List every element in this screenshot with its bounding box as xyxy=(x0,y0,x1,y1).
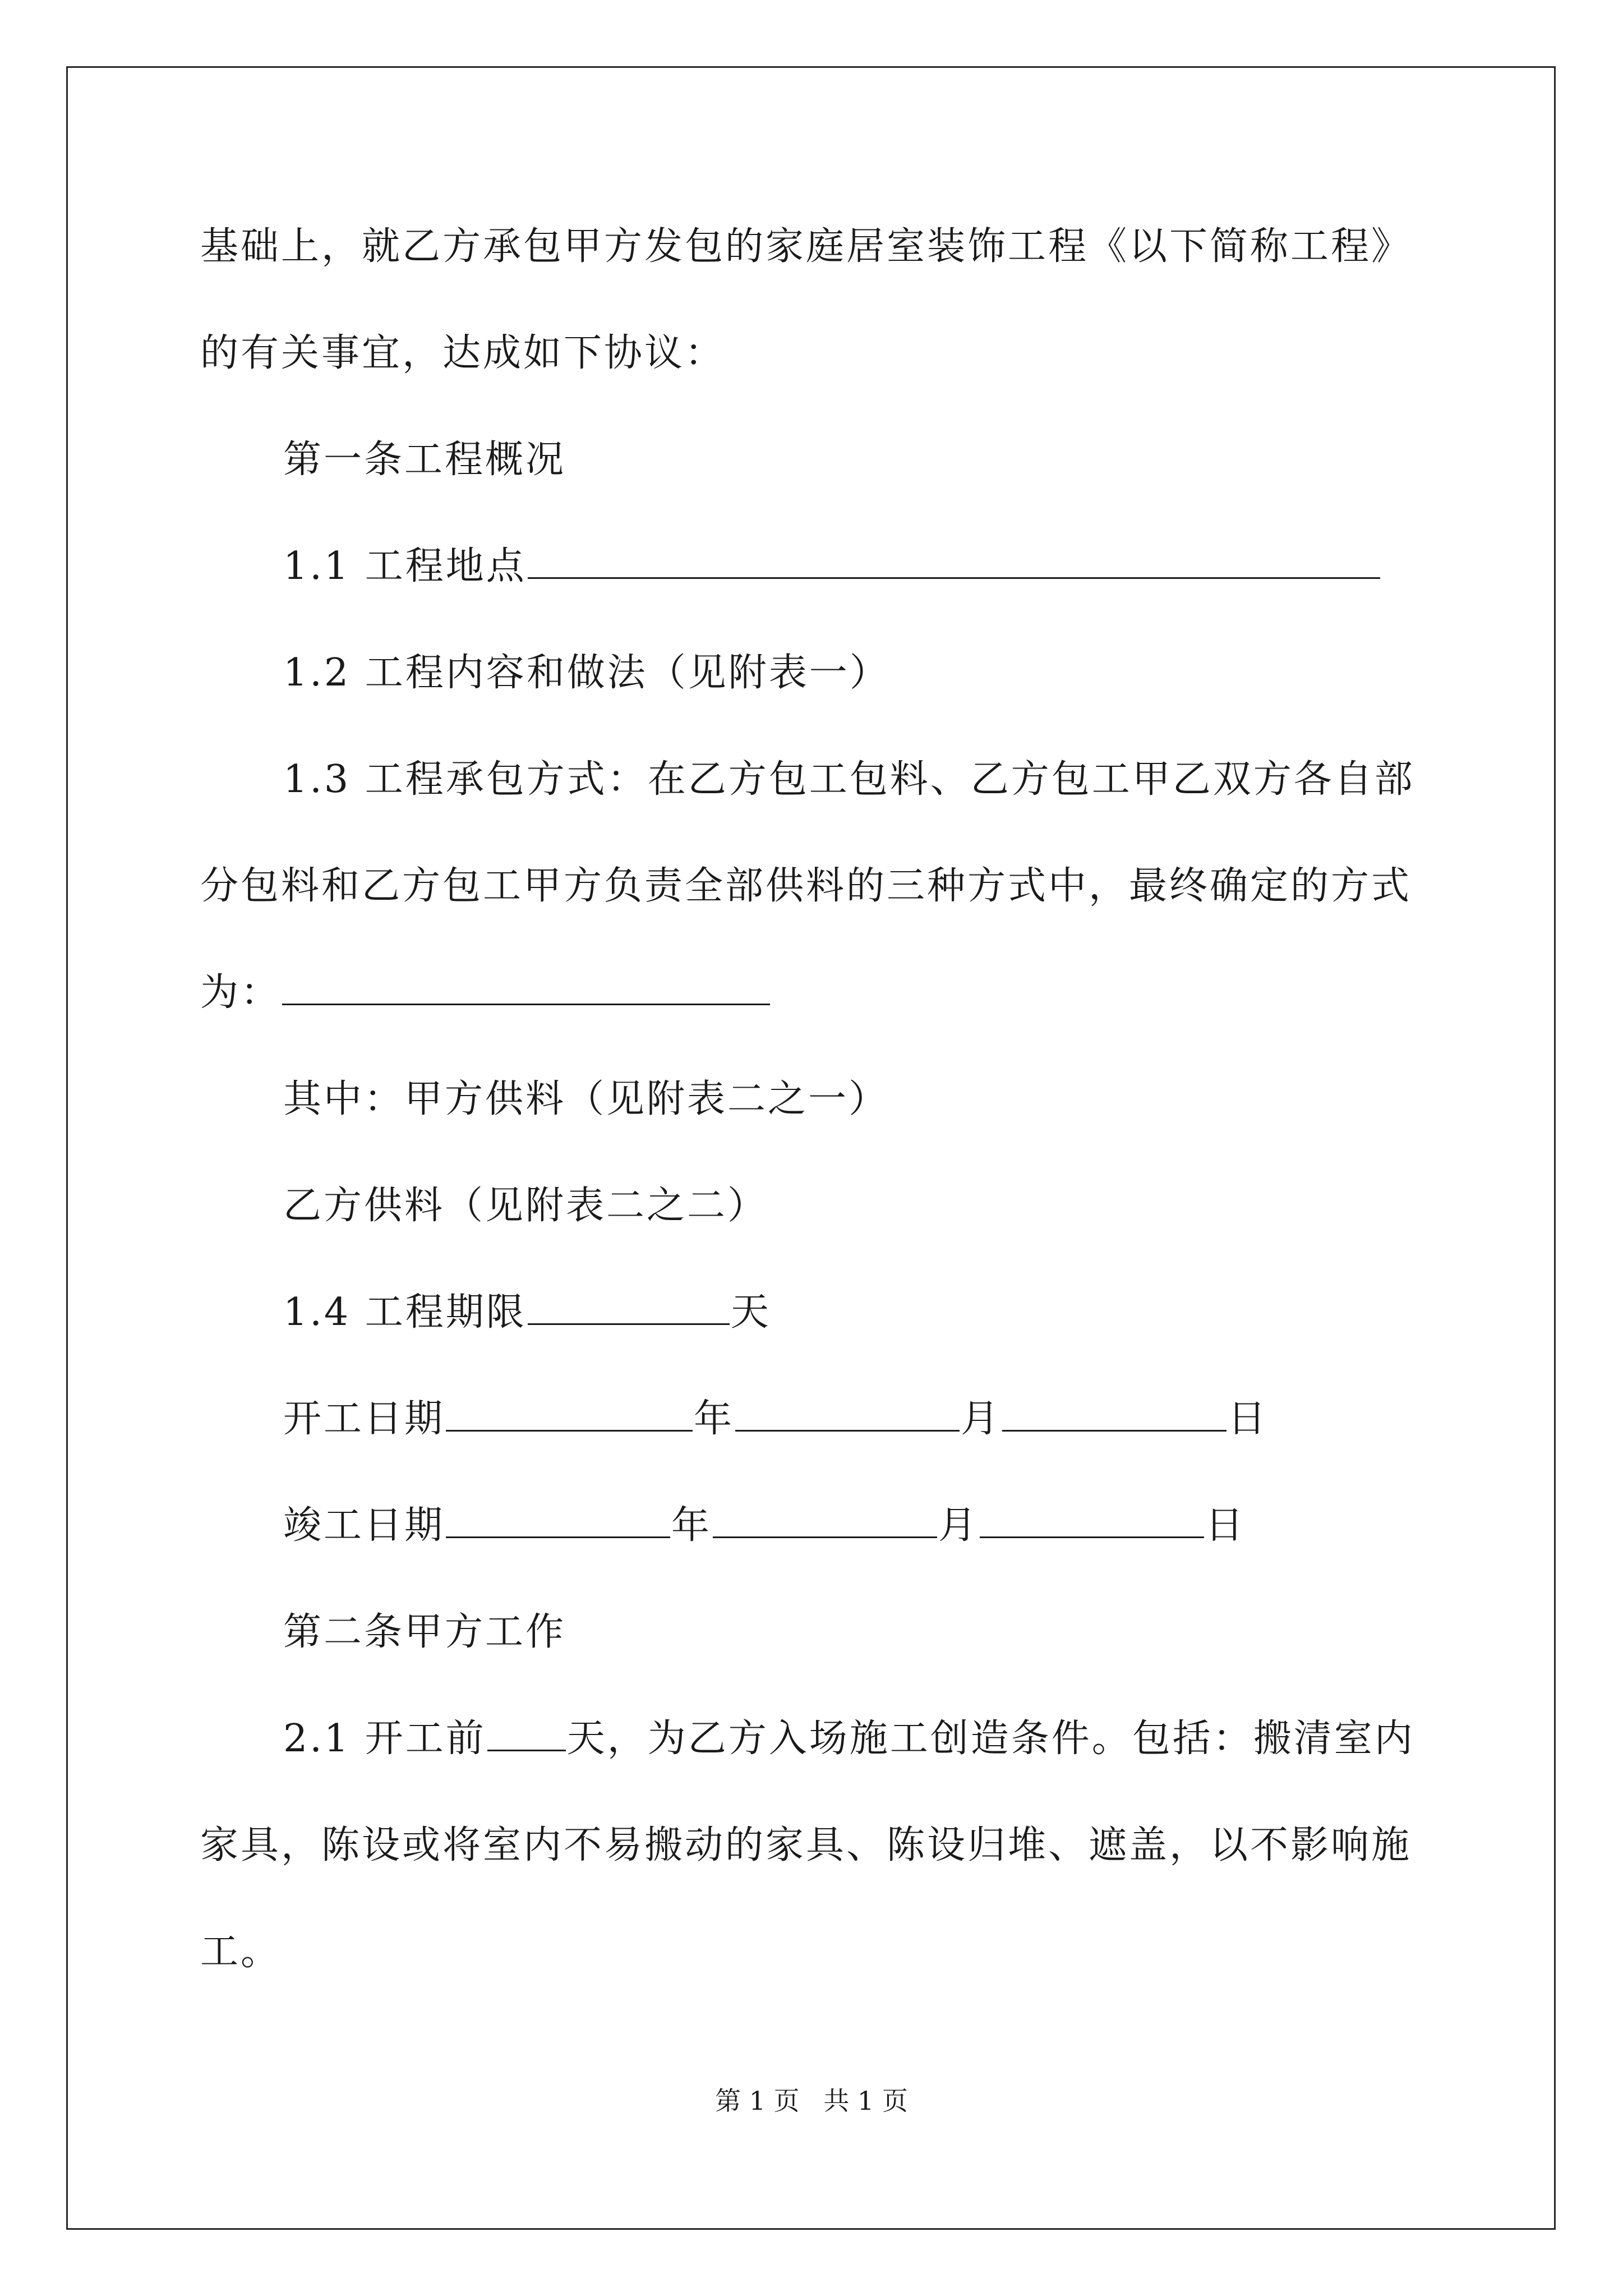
unit-label: 月 xyxy=(961,1397,1002,1441)
paragraph-line xyxy=(283,1501,1246,1551)
paragraph-line xyxy=(200,968,771,1018)
unit-label: 年 xyxy=(694,1397,735,1441)
paragraph-line: 基础上，就乙方承包甲方发包的家庭居室装饰工程《以下简称工程》 xyxy=(200,224,1412,269)
fill-in-blank[interactable] xyxy=(446,1503,670,1538)
fill-in-blank[interactable] xyxy=(980,1503,1204,1538)
unit-label: 月 xyxy=(938,1503,979,1548)
paragraph-line: 其中：甲方供料（见附表二之一） xyxy=(283,1077,889,1121)
field-label: 2.1 开工前 xyxy=(283,1717,486,1761)
paragraph-line: 1.2 工程内容和做法（见附表一） xyxy=(283,651,890,695)
field-label: 为： xyxy=(200,970,282,1015)
field-label: 1.1 工程地点 xyxy=(283,544,527,588)
page-border xyxy=(66,66,1556,2230)
paragraph-line: 1.3 工程承包方式：在乙方包工包料、乙方包工甲乙双方各自部 xyxy=(283,757,1415,802)
paragraph-line: 乙方供料（见附表二之二） xyxy=(283,1184,768,1228)
paragraph-line xyxy=(283,1287,771,1338)
fill-in-blank[interactable] xyxy=(735,1396,960,1432)
fill-in-blank[interactable] xyxy=(713,1503,937,1538)
unit-label: 天 xyxy=(730,1290,771,1335)
unit-label: 日 xyxy=(1205,1503,1246,1548)
section-heading: 第二条甲方工作 xyxy=(283,1610,566,1654)
unit-label: 日 xyxy=(1228,1397,1269,1441)
page-total: 共 1 页 xyxy=(823,2086,908,2116)
fill-in-blank[interactable] xyxy=(282,970,770,1005)
page-number: 第 1 页 xyxy=(715,2086,800,2116)
paragraph-line xyxy=(283,1714,1415,1764)
paragraph-line xyxy=(283,541,1381,592)
section-heading: 第一条工程概况 xyxy=(283,438,566,482)
field-label: 1.4 工程期限 xyxy=(283,1290,527,1335)
paragraph-line: 家具，陈设或将室内不易搬动的家具、陈设归堆、遮盖，以不影响施 xyxy=(200,1823,1412,1867)
fill-in-blank[interactable] xyxy=(487,1716,566,1751)
paragraph-text: 天，为乙方入场施工创造条件。包括：搬清室内 xyxy=(566,1717,1415,1761)
unit-label: 年 xyxy=(671,1503,712,1548)
paragraph-line: 分包料和乙方包工甲方负责全部供料的三种方式中，最终确定的方式 xyxy=(200,864,1412,908)
field-label: 开工日期 xyxy=(283,1397,445,1441)
fill-in-blank[interactable] xyxy=(446,1396,693,1432)
fill-in-blank[interactable] xyxy=(528,544,1380,579)
paragraph-line: 的有关事宜，达成如下协议： xyxy=(200,331,726,375)
fill-in-blank[interactable] xyxy=(1002,1396,1227,1432)
page-footer xyxy=(0,2084,1623,2118)
paragraph-line: 工。 xyxy=(200,1930,282,1974)
fill-in-blank[interactable] xyxy=(528,1290,730,1325)
paragraph-line xyxy=(283,1394,1268,1444)
field-label: 竣工日期 xyxy=(283,1503,445,1548)
